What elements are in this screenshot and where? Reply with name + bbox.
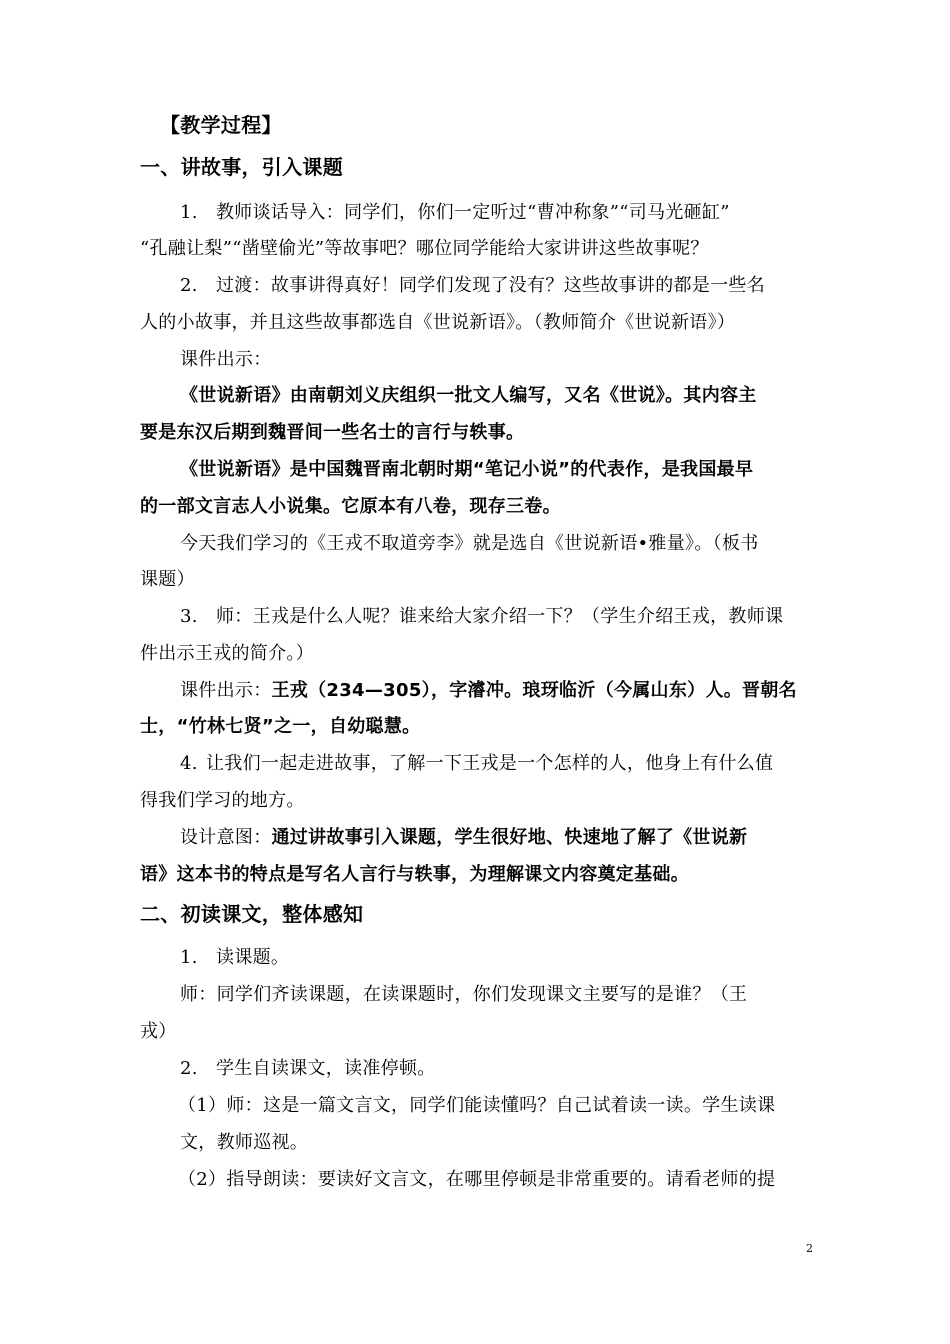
item-number: 2. — [180, 275, 198, 296]
item-number: 2. — [180, 1058, 198, 1079]
page-number: 2 — [806, 1242, 813, 1255]
para-1-line-2: “孔融让梨”“凿壁偷光”等故事吧？哪位同学能给大家讲讲这些故事呢？ — [140, 238, 709, 259]
item-number: 1. — [180, 947, 198, 968]
item-text: 读课题。 — [216, 947, 290, 968]
para-2-line-1 — [180, 274, 860, 298]
design-intent-line-2: 语》这本书的特点是写名人言行与轶事，为理解课文内容奠定基础。 — [140, 864, 689, 885]
para-1-line-1 — [180, 201, 860, 225]
courseware-label: 课件出示： — [180, 349, 272, 370]
courseware-3-line-1 — [180, 679, 860, 703]
courseware-2-line-1: 《世说新语》是中国魏晋南北朝时期“笔记小说”的代表作，是我国最早 — [180, 459, 754, 480]
para-7-line-1: （1）师：这是一篇文言文，同学们能读懂吗？自己试着读一读。学生读课 — [178, 1095, 776, 1116]
courseware-2-line-2: 的一部文言志人小说集。它原本有八卷，现存三卷。 — [140, 496, 561, 517]
para-4-line-2: 件出示王戎的简介。） — [140, 643, 314, 664]
courseware-1-line-2: 要是东汉后期到魏晋间一些名士的言行与轶事。 — [140, 422, 525, 443]
item-1 — [180, 946, 860, 970]
item-number: 1. — [180, 202, 198, 223]
courseware-label: 课件出示： — [180, 680, 272, 701]
courseware-1-line-1: 《世说新语》由南朝刘义庆组织一批文人编写，又名《世说》。其内容主 — [180, 385, 757, 406]
item-2 — [180, 1057, 860, 1081]
para-text: 师：王戎是什么人呢？谁来给大家介绍一下？（学生介绍王戎，教师课 — [216, 606, 784, 627]
para-text: 教师谈话导入：同学们，你们一定听过“曹冲称象”“司马光砸缸” — [216, 202, 730, 223]
courseware-text: 王戎（234—305），字濬冲。琅玡临沂（今属山东）人。晋朝名 — [271, 680, 797, 701]
design-text: 通过讲故事引入课题，学生很好地、快速地了解了《世说新 — [271, 827, 748, 848]
courseware-3-line-2: 士，“竹林七贤”之一，自幼聪慧。 — [140, 716, 421, 737]
para-5-line-1 — [180, 752, 860, 776]
para-3-line-2: 课题） — [140, 569, 195, 590]
para-8-line-1: （2）指导朗读：要读好文言文，在哪里停顿是非常重要的。请看老师的提 — [178, 1169, 776, 1190]
para-5-line-2: 得我们学习的地方。 — [140, 790, 305, 811]
para-2-line-2: 人的小故事，并且这些故事都选自《世说新语》。（教师简介《世说新语》） — [140, 312, 736, 333]
para-3-line-1: 今天我们学习的《王戎不取道旁李》就是选自《世说新语•雅量》。（板书 — [180, 533, 759, 554]
item-text: 学生自读课文，读准停顿。 — [216, 1058, 436, 1079]
para-text: 过渡：故事讲得真好！同学们发现了没有？这些故事讲的都是一些名 — [216, 275, 765, 296]
heading-1: 一、讲故事，引入课题 — [140, 155, 343, 179]
para-6-line-2: 戎） — [140, 1021, 177, 1042]
item-number: 3. — [180, 606, 198, 627]
heading-2: 二、初读课文，整体感知 — [140, 902, 364, 926]
design-intent-line-1 — [180, 826, 860, 850]
para-4-line-1 — [180, 605, 860, 629]
item-number: 4. — [180, 753, 198, 774]
para-6-line-1: 师：同学们齐读课题，在读课题时，你们发现课文主要写的是谁？（王 — [180, 984, 748, 1005]
design-label: 设计意图： — [180, 827, 272, 848]
para-text: 让我们一起走进故事，了解一下王戎是一个怎样的人，他身上有什么值 — [206, 753, 774, 774]
para-7-line-2: 文，教师巡视。 — [180, 1132, 309, 1153]
section-title: 【教学过程】 — [160, 113, 282, 137]
